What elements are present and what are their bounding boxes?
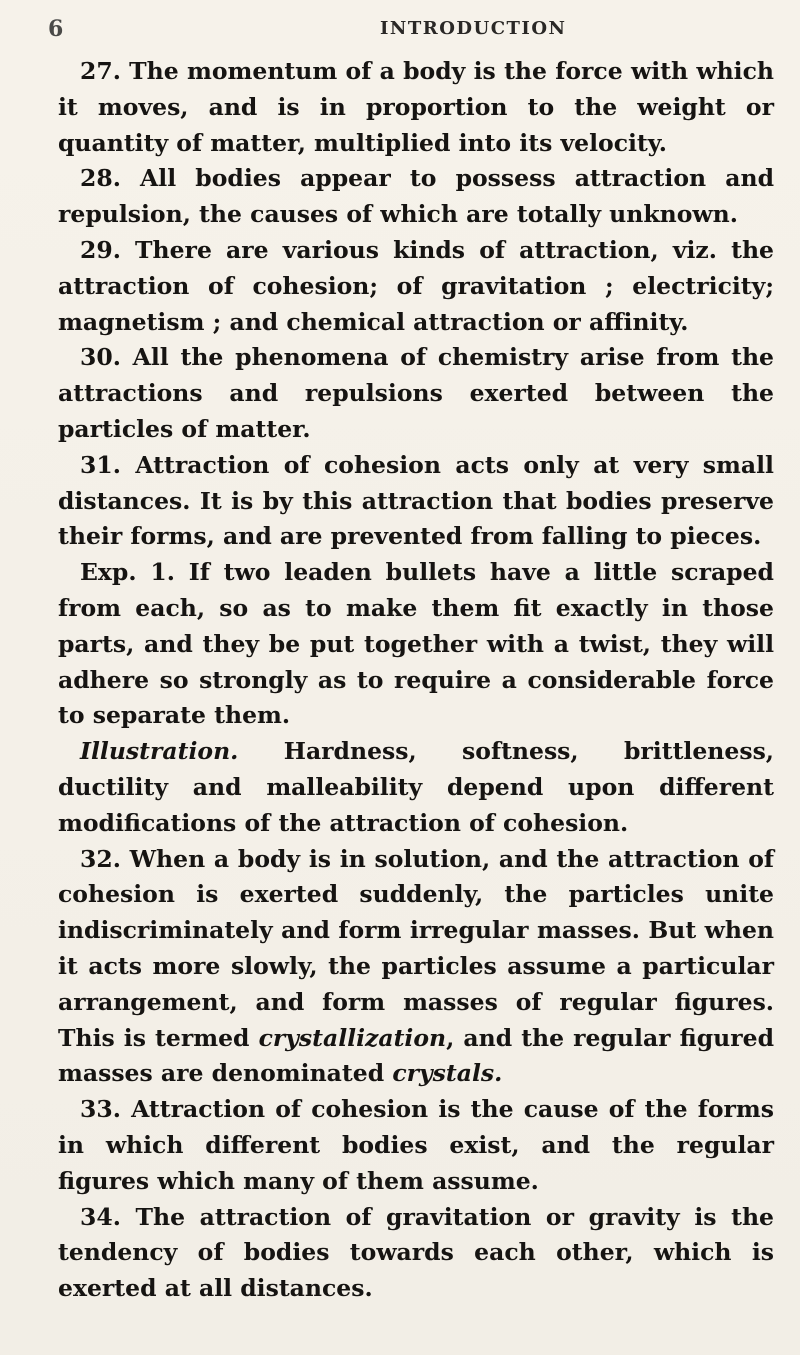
illustration-label: Illustration. — [80, 737, 239, 766]
page-header — [0, 10, 800, 50]
term-crystals: crystals. — [392, 1059, 503, 1088]
term-crystallization: crystallization — [258, 1023, 447, 1052]
paragraph-27: 27. The momentum of a body is the force with which it moves, and is in proportion to the weight or quantity of matter, multiplied into its velocity. — [58, 57, 774, 157]
paragraph-30: 30. All the phenomena of chemistry arise from the attractions and repulsions exerted between the particles of matter. — [58, 343, 774, 443]
paragraph-32-part-b: , and the regular figured masses are denominated — [58, 1023, 775, 1088]
experiment-1: Exp. 1. If two leaden bullets have a little scraped from each, so as to make them fit exactly in those parts, and they be put together with a twist, they will adhere so strongly as to require a considerable force to separate them. — [58, 558, 774, 730]
paragraph-32-part-a: 32. When a body is in solution, and the attraction of cohesion is exerted suddenly, the particles unite indiscriminately and form irregular masses. But when it acts more slowly, the particles assume a particular arrangement, and form masses of regular figures. This is termed — [58, 844, 774, 1052]
paragraph-28: 28. All bodies appear to possess attraction and repulsion, the causes of which are totally unknown. — [58, 164, 774, 229]
paragraph-33: 33. Attraction of cohesion is the cause of the forms in which different bodies exist, and the regular figures which many of them assume. — [58, 1095, 774, 1195]
page-number: 6 — [48, 16, 64, 42]
paragraph-34: 34. The attraction of gravitation or gravity is the tendency of bodies towards each other, which is exerted at all distances. — [58, 1202, 774, 1303]
paragraph-29: 29. There are various kinds of attraction, viz. the attraction of cohesion; of gravitation ; electricity; magnetism ; and chemical attraction or affinity. — [58, 235, 774, 336]
paragraph-32 — [58, 842, 774, 1093]
illustration-text: Hardness, softness, brittleness, ductility and malleability depend upon different modifications of the attraction of cohesion. — [58, 737, 774, 837]
paragraph-31: 31. Attraction of cohesion acts only at very small distances. It is by this attraction that bodies preserve their forms, and are prevented from falling to pieces. — [58, 450, 774, 551]
body-text — [58, 54, 774, 1307]
running-head: INTRODUCTION — [380, 18, 567, 39]
illustration-paragraph — [58, 734, 774, 841]
